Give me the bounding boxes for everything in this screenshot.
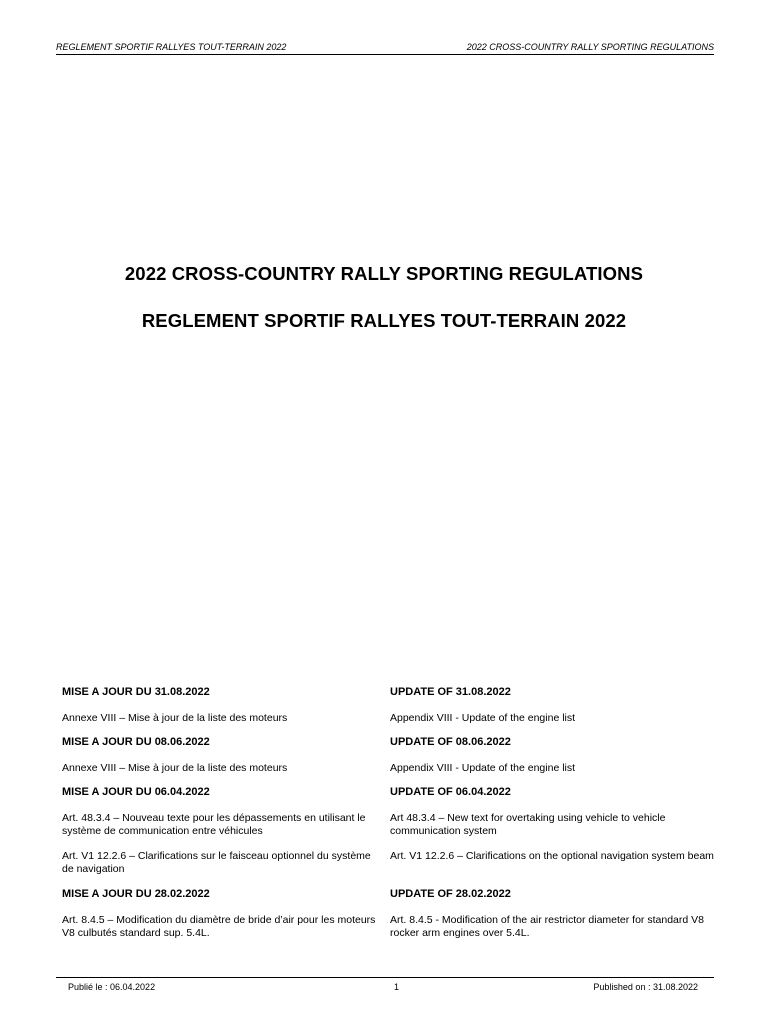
page-title-french: REGLEMENT SPORTIF RALLYES TOUT-TERRAIN 2022 (141, 310, 627, 331)
update-item-fr: Art. 48.3.4 – Nouveau texte pour les dépassements en utilisant le système de communication entre véhicules (62, 812, 366, 837)
footer-published-en: Published on : 31.08.2022 (593, 982, 698, 992)
update-heading-fr: MISE A JOUR DU 08.06.2022 (62, 736, 210, 748)
title-block (0, 263, 768, 332)
update-heading-en: UPDATE OF 08.06.2022 (390, 736, 511, 748)
update-heading-en: UPDATE OF 31.08.2022 (390, 686, 511, 698)
update-heading-en: UPDATE OF 28.02.2022 (390, 888, 511, 900)
update-heading-fr: MISE A JOUR DU 31.08.2022 (62, 686, 210, 698)
update-item-row (62, 762, 718, 786)
update-heading-row (62, 736, 718, 762)
update-item-en: Art. 8.4.5 - Modification of the air restrictor diameter for standard V8 rocker arm engines over 5.4L. (390, 914, 704, 939)
header-left-title: REGLEMENT SPORTIF RALLYES TOUT-TERRAIN 2022 (56, 42, 287, 52)
update-item-row (62, 812, 718, 850)
footer-published-fr: Publié le : 06.04.2022 (68, 982, 156, 992)
update-heading-row (62, 686, 718, 712)
update-heading-en: UPDATE OF 06.04.2022 (390, 786, 511, 798)
update-item-fr: Annexe VIII – Mise à jour de la liste des moteurs (62, 762, 288, 774)
page-title-english: 2022 CROSS-COUNTRY RALLY SPORTING REGULATIONS (124, 263, 644, 284)
page-number: 1 (394, 982, 400, 992)
header-right-title: 2022 CROSS-COUNTRY RALLY SPORTING REGULATIONS (466, 42, 714, 52)
update-item-fr: Art. V1 12.2.6 – Clarifications sur le faisceau optionnel du système de navigation (62, 850, 371, 875)
update-item-en: Art. V1 12.2.6 – Clarifications on the optional navigation system beam (390, 850, 714, 862)
update-item-row (62, 850, 718, 888)
page-footer (56, 977, 714, 994)
update-item-fr: Annexe VIII – Mise à jour de la liste des moteurs (62, 712, 288, 724)
update-item-fr: Art. 8.4.5 – Modification du diamètre de bride d’air pour les moteurs V8 culbutés standard sup. 5.4L. (62, 914, 376, 939)
update-item-en: Appendix VIII - Update of the engine list (390, 712, 576, 724)
update-item-en: Appendix VIII - Update of the engine list (390, 762, 576, 774)
update-item-row (62, 914, 718, 952)
running-header (56, 42, 714, 55)
update-heading-fr: MISE A JOUR DU 28.02.2022 (62, 888, 210, 900)
update-log (62, 686, 718, 952)
update-heading-row (62, 888, 718, 914)
update-item-row (62, 712, 718, 736)
update-heading-row (62, 786, 718, 812)
update-item-en: Art 48.3.4 – New text for overtaking using vehicle to vehicle communication system (390, 812, 666, 837)
update-heading-fr: MISE A JOUR DU 06.04.2022 (62, 786, 210, 798)
